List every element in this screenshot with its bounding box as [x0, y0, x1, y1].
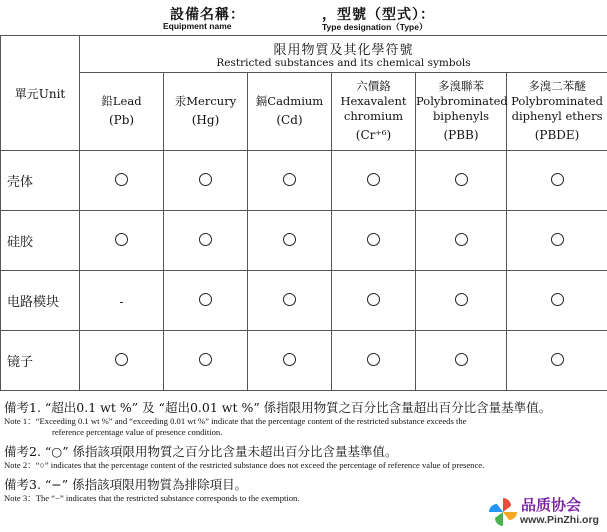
circle-mark-icon — [367, 173, 380, 186]
substance-symbol: (PBDE) — [534, 128, 580, 142]
note-1-cn: 備考1. “超出0.1 wt %” 及 “超出0.01 wt %” 係指限用物質之百分比含量超出百分比含量基準值。 — [4, 400, 552, 415]
substance-symbol: (PBB) — [443, 128, 479, 142]
watermark-url: www.PinZhi.org — [520, 514, 599, 526]
part-name: 镜子 — [1, 331, 80, 391]
table-row — [1, 271, 607, 331]
substance-mark-cell — [332, 331, 416, 391]
substance-mark-cell — [248, 151, 332, 211]
substance-mark-cell — [164, 151, 248, 211]
substances-group-title-en: Restricted substances and its chemical symbols — [216, 57, 471, 69]
equipment-name-label-en: Equipment name — [163, 21, 232, 31]
type-designation-label: ，型號（型式）： — [322, 7, 435, 23]
table-row — [1, 331, 607, 391]
circle-mark-icon — [283, 293, 296, 306]
substance-mark-cell — [332, 271, 416, 331]
circle-mark-icon — [283, 353, 296, 366]
circle-mark-icon — [455, 173, 468, 186]
note-3-en: Note 3：The “−” indicates that the restricted substance corresponds to the exemption. — [4, 493, 300, 503]
part-name: 硅胶 — [1, 211, 80, 271]
circle-mark-icon — [199, 293, 212, 306]
dash-mark: - — [119, 295, 124, 309]
circle-mark-icon — [551, 233, 564, 246]
substances-group-header — [80, 36, 607, 73]
substance-name: 鎘Cadmium — [255, 94, 324, 108]
circle-mark-icon — [455, 293, 468, 306]
table-row — [1, 211, 607, 271]
notes-section — [4, 400, 607, 504]
substance-name-en: Polybrominated biphenyls — [416, 94, 508, 123]
substance-header-5 — [507, 73, 607, 151]
substance-header-1 — [164, 73, 248, 151]
note-1-en-continued: reference percentage value of presence condition. — [52, 427, 223, 437]
circle-mark-icon — [199, 353, 212, 366]
substance-name: 多溴聯苯 — [438, 79, 484, 93]
restricted-substances-table — [0, 35, 607, 391]
substance-mark-cell — [164, 271, 248, 331]
substance-header-2 — [248, 73, 332, 151]
circle-mark-icon — [551, 293, 564, 306]
substance-name: 鉛Lead — [101, 94, 142, 108]
type-designation-label-en: Type designation（Type） — [322, 22, 428, 32]
circle-mark-icon — [115, 173, 128, 186]
substances-group-title-cn: 限用物質及其化學符號 — [273, 43, 414, 58]
table-row — [1, 151, 607, 211]
substance-mark-cell — [507, 151, 607, 211]
substance-mark-cell — [332, 211, 416, 271]
substance-mark-cell — [248, 271, 332, 331]
part-name: 电路模块 — [1, 271, 80, 331]
substance-name: 六價鉻 — [356, 79, 391, 93]
substance-mark-cell — [507, 271, 607, 331]
watermark-name: 品质协会 — [521, 496, 582, 514]
substance-symbol: (Hg) — [191, 113, 220, 127]
equipment-name-label: 設備名稱： — [170, 7, 245, 23]
substance-mark-cell — [164, 331, 248, 391]
substance-mark-cell — [248, 211, 332, 271]
substance-mark-cell — [416, 151, 507, 211]
circle-mark-icon — [551, 353, 564, 366]
circle-mark-icon — [115, 233, 128, 246]
substance-symbol: (Cd) — [276, 113, 303, 127]
circle-mark-icon — [283, 233, 296, 246]
note-2-en: Note 2：“○” indicates that the percentage content of the restricted substance does not exceed the percentage of reference value of presence. — [4, 460, 485, 470]
substance-mark-cell — [416, 331, 507, 391]
substance-mark-cell — [80, 211, 164, 271]
unit-header: 單元Unit — [1, 36, 80, 151]
note-2-cn: 備考2. “○” 係指該項限用物質之百分比含量未超出百分比含量基準值。 — [4, 444, 398, 459]
substance-mark-cell — [164, 211, 248, 271]
note-1-en: Note 1：“Exceeding 0.1 wt %” and “exceeding 0.01 wt %” indicate that the percentage content of the restricted substance exceeds the — [4, 416, 467, 426]
substance-name-en: Hexavalent chromium — [340, 94, 407, 123]
watermark-logo — [487, 494, 605, 530]
substance-mark-cell — [416, 211, 507, 271]
substance-mark-cell — [416, 271, 507, 331]
part-name: 壳体 — [1, 151, 80, 211]
circle-mark-icon — [367, 353, 380, 366]
substance-mark-cell — [332, 151, 416, 211]
circle-mark-icon — [455, 353, 468, 366]
substance-name: 多溴二苯醚 — [528, 79, 586, 93]
substance-mark-cell — [507, 331, 607, 391]
circle-mark-icon — [551, 173, 564, 186]
circle-mark-icon — [199, 173, 212, 186]
pinwheel-logo-icon — [487, 496, 519, 528]
substance-header-row — [1, 73, 607, 151]
circle-mark-icon — [283, 173, 296, 186]
circle-mark-icon — [455, 233, 468, 246]
circle-mark-icon — [199, 233, 212, 246]
substance-mark-cell — [248, 331, 332, 391]
substance-header-3 — [332, 73, 416, 151]
substance-mark-cell — [80, 271, 164, 331]
substance-header-0 — [80, 73, 164, 151]
circle-mark-icon — [367, 293, 380, 306]
note-3-cn: 備考3. “−” 係指該項限用物質為排除項目。 — [4, 477, 248, 492]
substance-name-en: Polybrominated diphenyl ethers — [511, 94, 603, 123]
substance-mark-cell — [80, 151, 164, 211]
substance-symbol: (Cr⁺⁶) — [355, 128, 392, 142]
circle-mark-icon — [367, 233, 380, 246]
form-header — [0, 2, 607, 36]
substance-mark-cell — [80, 331, 164, 391]
circle-mark-icon — [115, 353, 128, 366]
substance-symbol: (Pb) — [108, 113, 135, 127]
substance-header-4 — [416, 73, 507, 151]
substance-mark-cell — [507, 211, 607, 271]
substance-name: 汞Mercury — [174, 94, 237, 108]
